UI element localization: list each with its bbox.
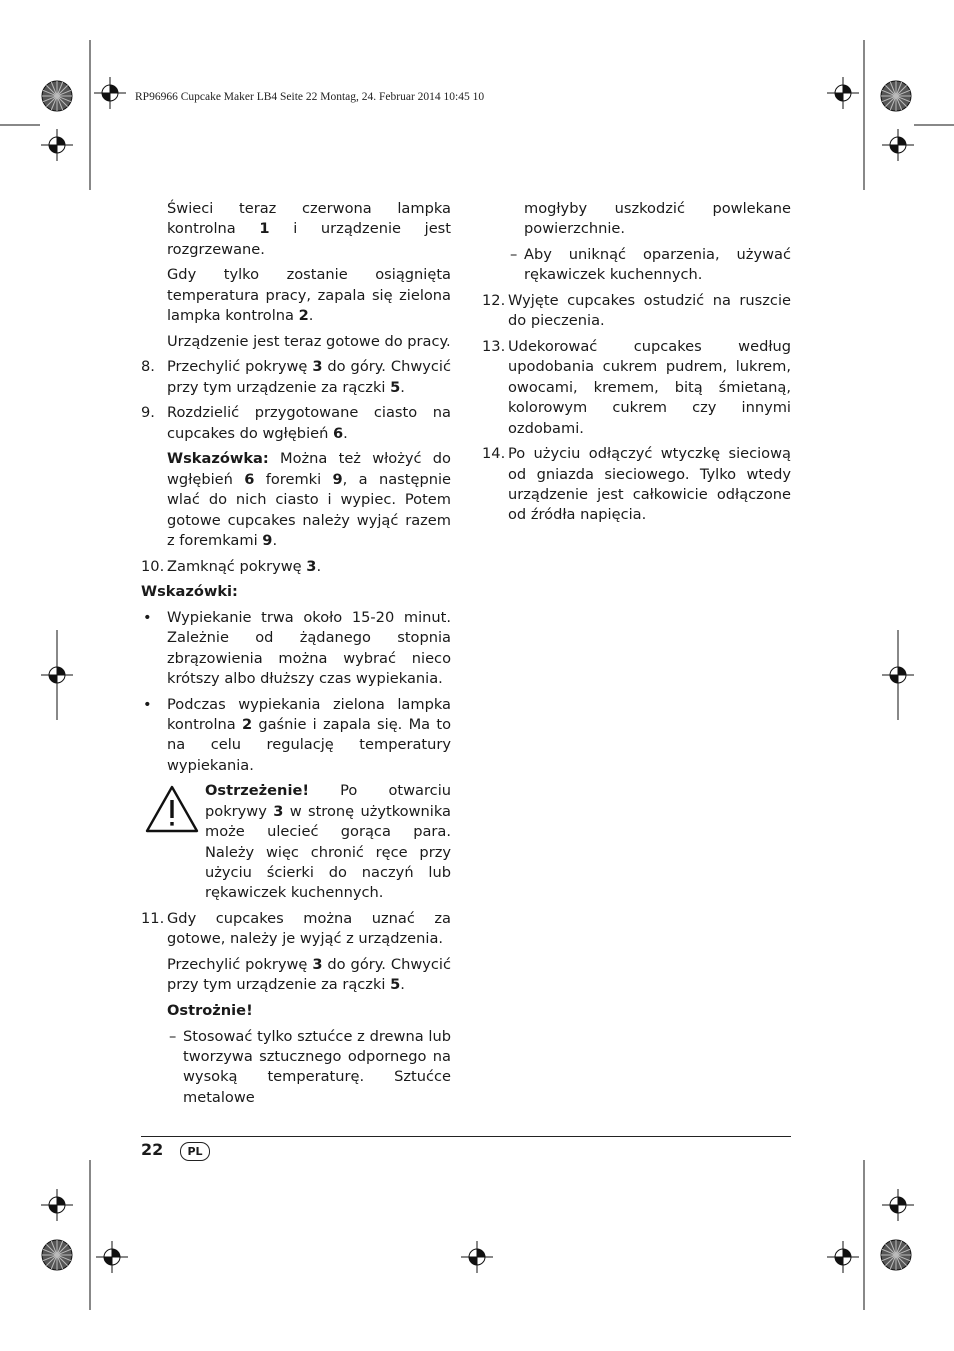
paragraph-ready: Urządzenie jest teraz gotowe do pracy. (167, 332, 451, 350)
tip-paragraph: Wskazówka: Można też włożyć do wgłębień 6 foremki 9, a następnie wlać do nich ciasto i wypiec. Potem gotowe cupcakes należy wyjąć razem z foremkami 9. (167, 450, 451, 550)
dash-item: – Aby uniknąć oparzenia, używać rękawiczek kuchennych. (510, 246, 791, 284)
tips-heading: Wskazówki: (141, 583, 238, 601)
bullet-item: • Podczas wypiekania zielona lampka kontrolna 2 gaśnie i zapala się. Ma to na celu regulację temperatury wypiekania. (143, 695, 451, 774)
page-number: 22 (141, 1140, 164, 1159)
dash-item: – Stosować tylko sztućce z drewna lub tworzywa sztucznego odpornego na wysoką temperaturę. Sztućce metalowe (169, 1027, 451, 1106)
paragraph-red-lamp: Świeci teraz czerwona lampka kontrolna 1 i urządzenie jest rozgrzewane. (167, 200, 452, 258)
careful-heading: Ostrożnie! (167, 1002, 253, 1020)
dash-item-continued: mogłyby uszkodzić powlekane powierzchnie. (524, 200, 791, 238)
step-8: 8. Przechylić pokrywę 3 do góry. Chwycić przy tym urządzenie za rączki 5. (141, 358, 451, 396)
right-column (482, 199, 791, 531)
print-header: RP96966 Cupcake Maker LB4 Seite 22 Montag, 24. Februar 2014 10:45 10 (135, 91, 485, 103)
step-11: 11. Gdy cupcakes można uznać za gotowe, należy je wyjąć z urządzenia. (141, 910, 451, 948)
language-badge: PL (180, 1142, 210, 1161)
warning-triangle-icon (144, 784, 200, 834)
step-9: 9. Rozdzielić przygotowane ciasto na cupcakes do wgłębień 6. (141, 404, 451, 442)
step-10: 10. Zamknąć pokrywę 3. (141, 557, 322, 575)
paragraph-tilt-lid: Przechylić pokrywę 3 do góry. Chwycić przy tym urządzenie za rączki 5. (167, 956, 451, 994)
bullet-item: • Wypiekanie trwa około 15-20 minut. Zależnie od żądanego stopnia zbrązowienia można wybrać nieco krótszy albo dłuższy czas wypiekania. (143, 608, 451, 688)
warning-block: Ostrzeżenie! Po otwarciu pokrywy 3 w stronę użytkownika może ulecieć gorąca para. Należy więc chronić ręce przy użyciu ścierki do naczyń lub rękawiczek kuchennych. (141, 781, 451, 903)
step-13: 13. Udekorować cupcakes według upodobania cukrem pudrem, lukrem, owocami, kremem, bitą śmietaną, kolorowym cukrem czy innymi ozdobami. (482, 338, 791, 437)
footer-divider (141, 1136, 791, 1137)
step-12: 12. Wyjęte cupcakes ostudzić na ruszcie do pieczenia. (482, 292, 791, 330)
left-column (141, 199, 451, 1108)
paragraph-green-lamp: Gdy tylko zostanie osiągnięta temperatura pracy, zapala się zielona lampka kontrolna 2. (167, 266, 451, 325)
step-14: 14. Po użyciu odłączyć wtyczkę sieciową od gniazda sieciowego. Tylko wtedy urządzenie jest całkowicie odłączone od źródła napięcia. (482, 445, 791, 524)
